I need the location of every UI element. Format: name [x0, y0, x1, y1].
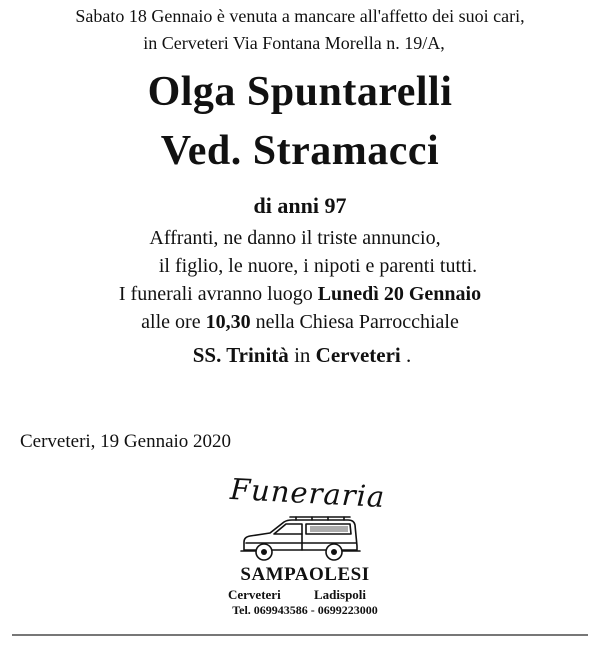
funeral-date-prefix: I funerali avranno luogo [118, 283, 318, 305]
logo-telephone: Tel. 069943586 - 0699223000 [232, 603, 378, 617]
logo-company-name: SAMPAOLESI [240, 564, 370, 585]
logo-town-ladispoli: Ladispoli [314, 587, 367, 602]
intro-line-2: in Cerveteri Via Fontana Morella n. 19/A, [143, 33, 445, 53]
announcement-line-1: Affranti, ne danno il triste annuncio, [149, 227, 441, 249]
funeral-time-prefix: alle ore [141, 311, 206, 333]
intro-line-1: Sabato 18 Gennaio è venuta a mancare all'affetto dei suoi cari, [75, 6, 525, 26]
funeral-date-line [0, 283, 600, 306]
funeral-time-line [0, 311, 600, 334]
church-name: SS. Trinità [192, 343, 289, 367]
funeral-location-line [2, 343, 600, 368]
funeral-home-logo [200, 468, 410, 628]
town-name: Cerveteri [315, 343, 401, 367]
announcement-line-2: il figlio, le nuore, i nipoti e parenti tutti. [158, 255, 478, 277]
funeral-church-text: nella Chiesa Parrocchiale [250, 311, 459, 333]
hearse-icon [240, 512, 362, 564]
funeral-date: Lunedì 20 Gennaio [317, 283, 482, 305]
place-and-date: Cerveteri, 19 Gennaio 2020 [20, 431, 232, 452]
logo-title: Funeraria [229, 471, 387, 515]
bottom-divider [12, 634, 588, 636]
deceased-age: di anni 97 [253, 193, 347, 218]
deceased-married-name: Ved. Stramacci [160, 128, 440, 174]
logo-town-cerveteri: Cerveteri [228, 587, 281, 602]
location-suffix: . [400, 343, 412, 367]
location-connector: in [288, 343, 316, 367]
deceased-name: Olga Spuntarelli [147, 69, 453, 115]
funeral-time: 10,30 [205, 311, 251, 333]
